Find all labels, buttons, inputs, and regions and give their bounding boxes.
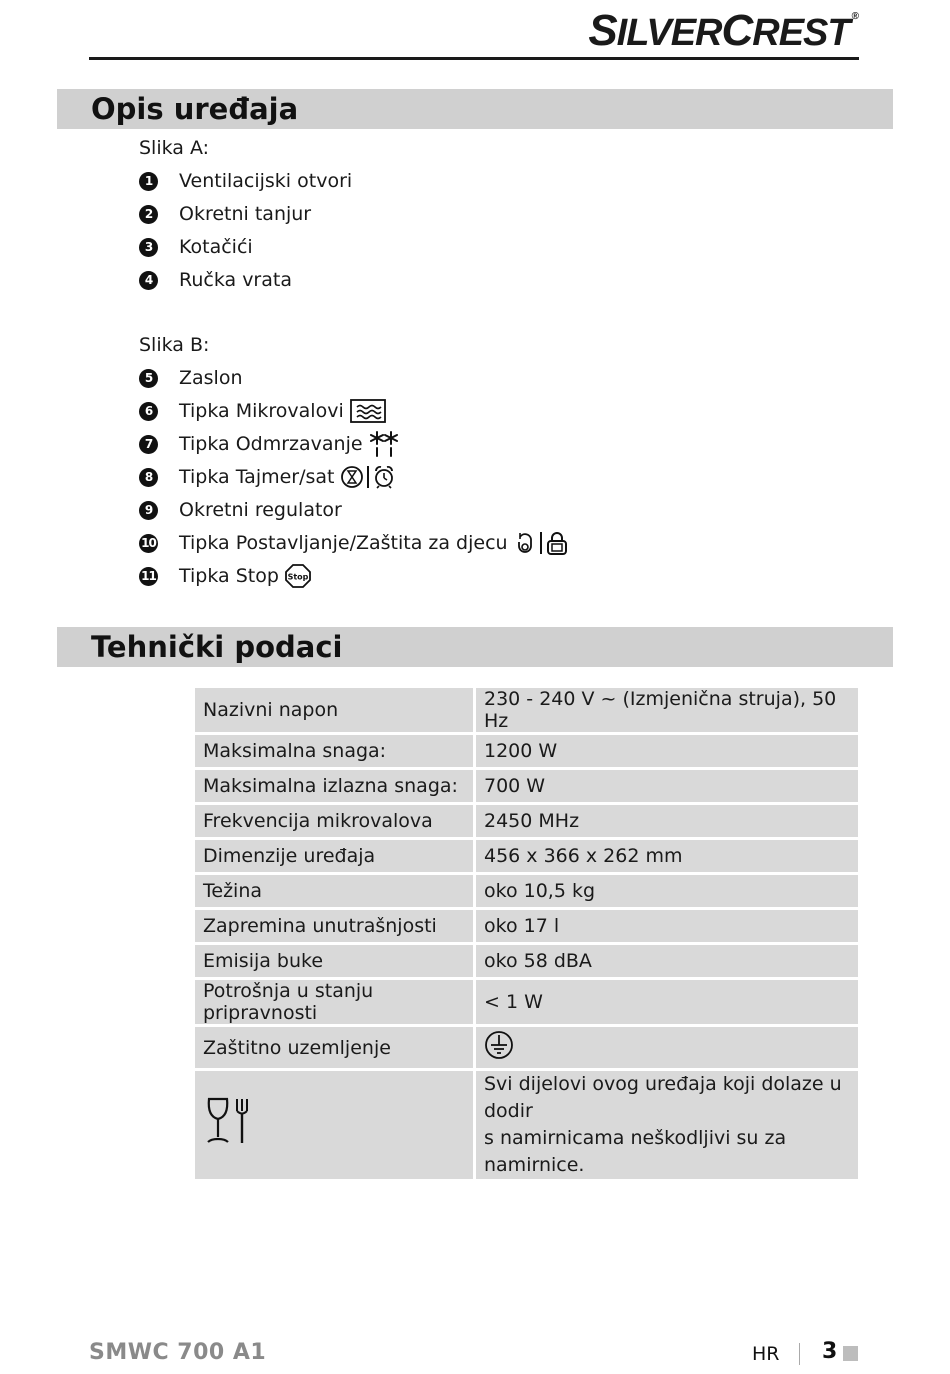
table-row [195, 980, 858, 1027]
table-row [195, 688, 858, 735]
spec-name: Nazivni napon [195, 688, 476, 735]
item-label: Ručka vrata [179, 269, 292, 291]
spec-name: Zaštitno uzemljenje [195, 1027, 476, 1071]
table-row [195, 735, 858, 770]
item-number-badge: 2 [139, 205, 158, 224]
item-number-badge: 10 [139, 534, 158, 553]
item-label: Tipka Odmrzavanje [179, 433, 363, 455]
settings-lock-icon [514, 531, 568, 555]
list-item [139, 530, 568, 556]
food-safe-text-line: Svi dijelovi ovog uređaja koji dolaze u dodir [484, 1073, 842, 1122]
snowflake-icon [369, 431, 399, 457]
list-item [139, 563, 311, 589]
spec-value: < 1 W [476, 980, 858, 1027]
item-label: Tipka Tajmer/sat [179, 466, 335, 488]
spec-name: Dimenzije uređaja [195, 840, 476, 875]
footer-model: SMWC 700 A1 [89, 1340, 267, 1365]
item-label: Kotačići [179, 236, 253, 258]
spec-name: Potrošnja u stanju pripravnosti [195, 980, 476, 1027]
list-item [139, 365, 243, 391]
list-item [139, 497, 342, 523]
list-item [139, 398, 386, 424]
list-item [139, 431, 399, 457]
list-item [139, 464, 395, 490]
page-marker-square [843, 1346, 858, 1361]
section-title: Opis uređaja [91, 92, 299, 126]
footer-language: HR [752, 1343, 780, 1365]
item-number-badge: 3 [139, 238, 158, 257]
item-label: Ventilacijski otvori [179, 170, 353, 192]
specs-table [195, 688, 858, 1179]
item-number-badge: 6 [139, 402, 158, 421]
spec-value: 1200 W [476, 735, 858, 770]
spec-name: Zapremina unutrašnjosti [195, 910, 476, 945]
stop-icon [285, 564, 311, 588]
table-row [195, 1071, 858, 1179]
food-safe-glass-fork-icon [203, 1095, 253, 1155]
item-label: Zaslon [179, 367, 243, 389]
food-safe-text-line: s namirnicama neškodljivi su za namirnice. [484, 1127, 787, 1176]
item-label: Okretni regulator [179, 499, 342, 521]
item-number-badge: 5 [139, 369, 158, 388]
spec-name: Frekvencija mikrovalova [195, 805, 476, 840]
item-label: Tipka Stop [179, 565, 279, 587]
item-number-badge: 4 [139, 271, 158, 290]
spec-name: Maksimalna snaga: [195, 735, 476, 770]
brand-logo: SILVERCREST ® [588, 6, 858, 55]
spec-value: 456 x 366 x 262 mm [476, 840, 858, 875]
section-heading-bar [57, 89, 893, 129]
spec-value: 2450 MHz [476, 805, 858, 840]
header-rule [89, 57, 859, 60]
figure-b-label: Slika B: [139, 334, 210, 356]
table-row [195, 805, 858, 840]
table-row [195, 770, 858, 805]
item-number-badge: 11 [139, 567, 158, 586]
spec-value [476, 1027, 858, 1071]
food-safe-text-cell [476, 1071, 858, 1179]
ground-symbol-icon [484, 1030, 514, 1065]
food-safe-cell [195, 1071, 476, 1179]
footer-divider [799, 1343, 800, 1365]
table-row [195, 945, 858, 980]
table-row [195, 840, 858, 875]
list-item [139, 168, 352, 194]
spec-name: Težina [195, 875, 476, 910]
spec-name: Emisija buke [195, 945, 476, 980]
item-label: Tipka Postavljanje/Zaštita za djecu [179, 532, 508, 554]
item-number-badge: 1 [139, 172, 158, 191]
list-item [139, 201, 311, 227]
table-row [195, 875, 858, 910]
list-item [139, 234, 253, 260]
hourglass-clock-icon [341, 465, 395, 489]
spec-name: Maksimalna izlazna snaga: [195, 770, 476, 805]
spec-value: oko 17 l [476, 910, 858, 945]
item-number-badge: 7 [139, 435, 158, 454]
section-title: Tehnički podaci [91, 630, 343, 664]
list-item [139, 267, 292, 293]
spec-value: oko 58 dBA [476, 945, 858, 980]
table-row [195, 910, 858, 945]
spec-value: 700 W [476, 770, 858, 805]
item-number-badge: 8 [139, 468, 158, 487]
item-number-badge: 9 [139, 501, 158, 520]
item-label: Tipka Mikrovalovi [179, 400, 344, 422]
microwave-waves-icon [350, 399, 386, 423]
page-number: 3 [822, 1339, 838, 1364]
spec-value: 230 - 240 V ~ (Izmjenična struja), 50 Hz [476, 688, 858, 735]
figure-a-label: Slika A: [139, 137, 210, 159]
item-label: Okretni tanjur [179, 203, 312, 225]
section-heading-bar [57, 627, 893, 667]
table-row [195, 1027, 858, 1071]
stop-icon-text: Stop [287, 572, 309, 582]
spec-value: oko 10,5 kg [476, 875, 858, 910]
